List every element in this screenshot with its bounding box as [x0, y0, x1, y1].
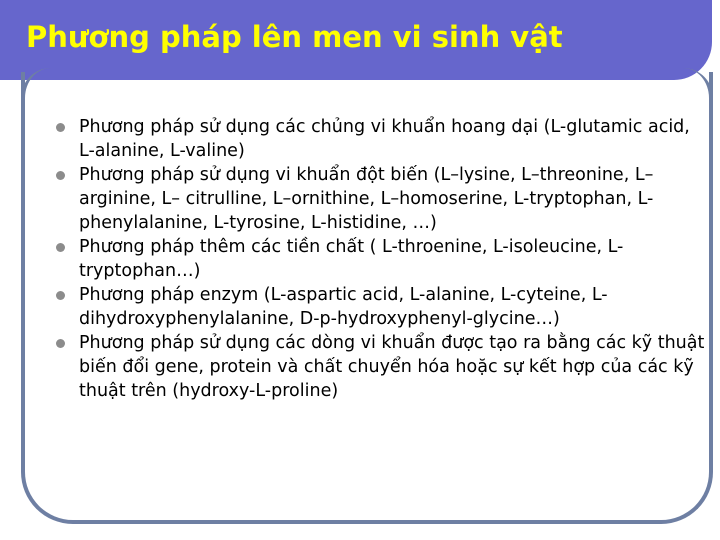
bullet-icon [56, 291, 65, 300]
bullet-icon [56, 123, 65, 132]
bullet-list [56, 115, 706, 403]
bullet-item-wild-strains [56, 115, 706, 163]
bullet-text: Phương pháp sử dụng các chủng vi khuẩn hoang dại (L-glutamic acid, L-alanine, L-valine) [79, 117, 690, 161]
bullet-text: Phương pháp sử dụng các dòng vi khuẩn được tạo ra bằng các kỹ thuật biến đổi gene, protein và chất chuyển hóa hoặc sự kết hợp của các kỹ thuật trên (hydroxy-L-proline) [79, 333, 705, 401]
bullet-icon [56, 339, 65, 348]
bullet-text: Phương pháp enzym (L-aspartic acid, L-alanine, L-cyteine, L-dihydroxyphenylalanine, D-p-hydroxyphenyl-glycine…) [79, 285, 608, 329]
bullet-icon [56, 171, 65, 180]
bullet-icon [56, 243, 65, 252]
bullet-item-enzyme [56, 283, 706, 331]
bullet-text: Phương pháp sử dụng vi khuẩn đột biến (L–lysine, L–threonine, L–arginine, L– citrulline, L–ornithine, L–homoserine, L-tryptophan, L-phenylalanine, L-tyrosine, L-histidine, …) [79, 165, 654, 233]
bullet-item-precursors [56, 235, 706, 283]
bullet-item-engineered-strains [56, 331, 706, 403]
slide-title: Phương pháp lên men vi sinh vật [26, 20, 563, 54]
title-bar [0, 0, 712, 80]
bullet-text: Phương pháp thêm các tiền chất ( L-throenine, L-isoleucine, L-tryptophan…) [79, 237, 624, 281]
bullet-item-mutant-strains [56, 163, 706, 235]
